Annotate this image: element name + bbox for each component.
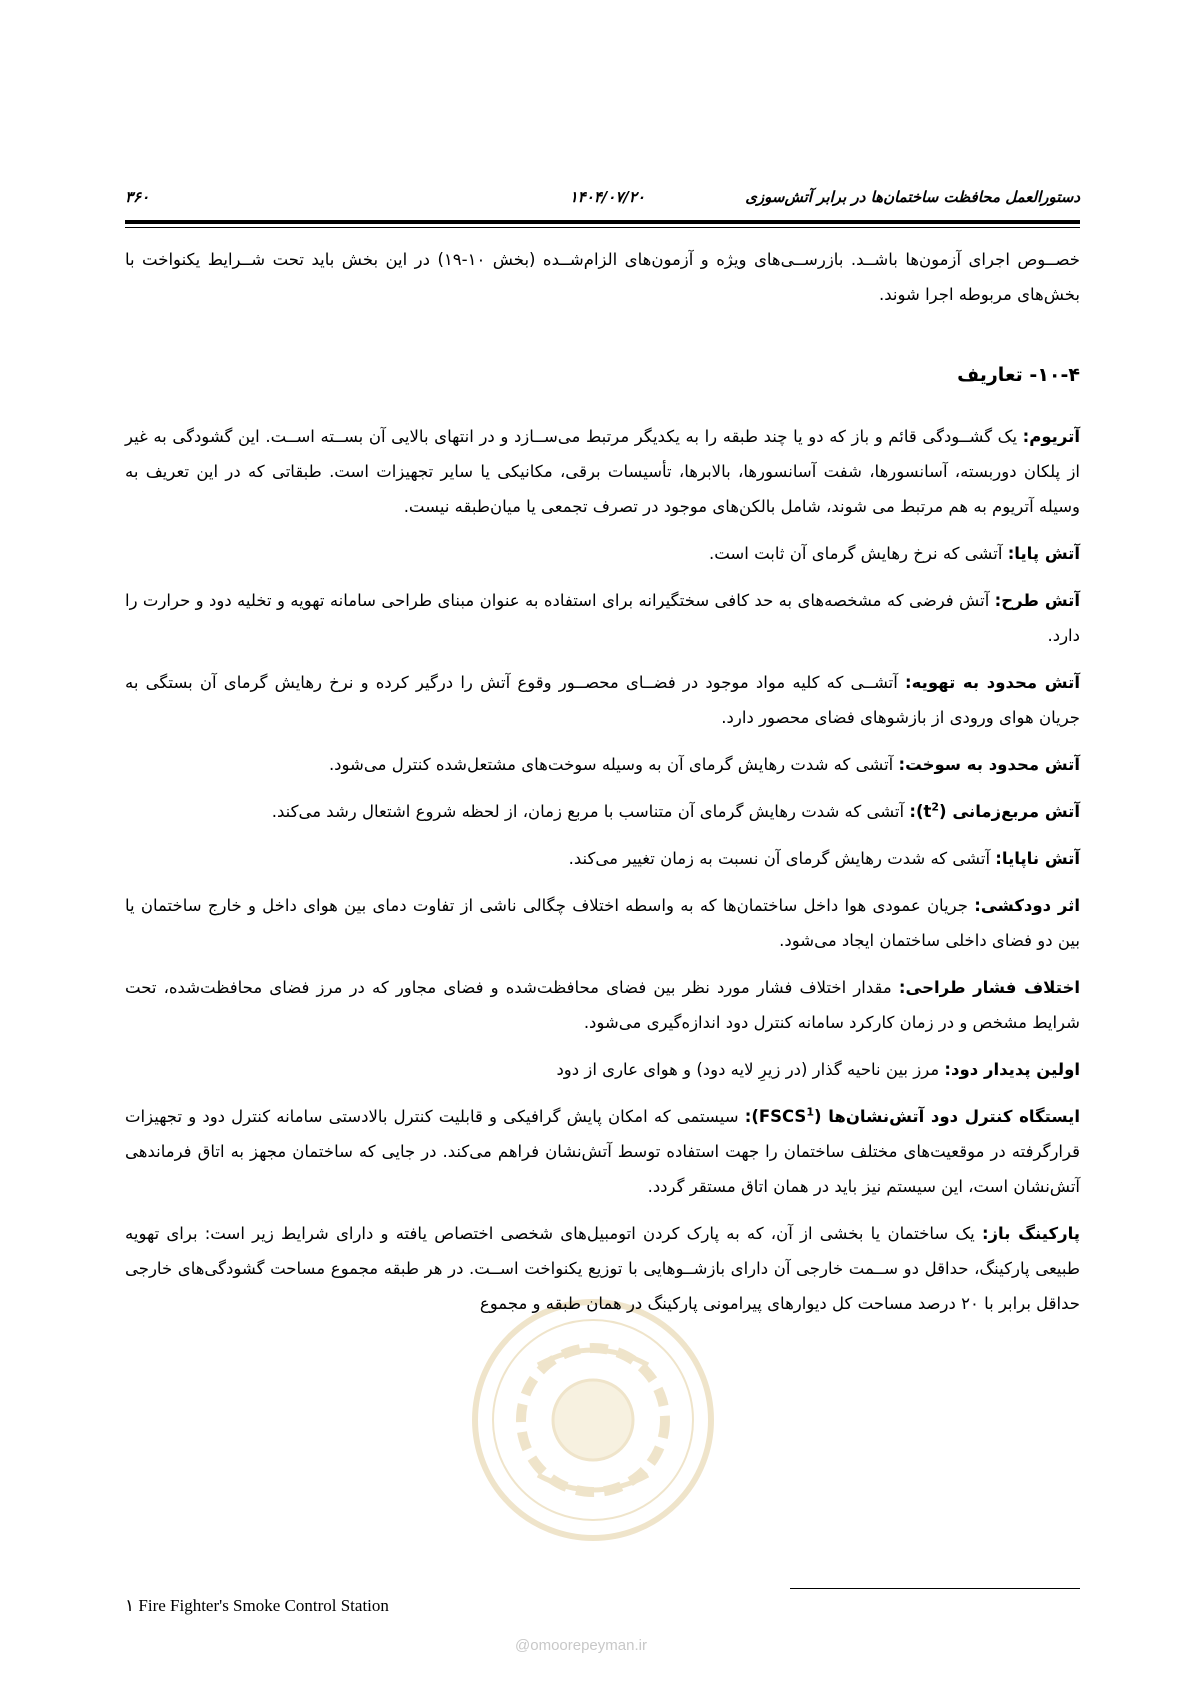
definition-item <box>125 583 1080 653</box>
definition-term-latin <box>924 802 940 821</box>
definition-text: آتشی که شدت رهایش گرمای آن نسبت به زمان تغییر می‌کند. <box>568 849 996 868</box>
footnote-ref[interactable]: 1 <box>806 1105 814 1119</box>
definition-term: پارکینگ باز: <box>981 1224 1080 1243</box>
latin-acronym: FSCS <box>758 1107 807 1126</box>
definition-item <box>125 419 1080 524</box>
footnote-rule <box>790 1588 1080 1589</box>
header-rule-thin <box>125 227 1080 228</box>
watermark-url: @omoorepeyman.ir <box>515 1637 647 1654</box>
definition-term: اثر دودکشی: <box>974 896 1080 915</box>
definition-item <box>125 794 1080 829</box>
definition-item <box>125 536 1080 571</box>
footnote-number: ۱ <box>125 1596 135 1615</box>
definition-text: آتش فرضی که مشخصه‌های به حد کافی سختگیرانه برای استفاده به عنوان مبنای طراحی سامانه تهویه و تخلیه دود و حرارت را دارد. <box>125 591 1080 645</box>
definition-term-suffix: ): <box>744 1107 759 1126</box>
definition-term: آتش طرح: <box>994 591 1080 610</box>
superscript: 2 <box>931 800 940 814</box>
definition-text: آتشی که شدت رهایش گرمای آن به وسیله سوخت‌های مشتعل‌شده کنترل می‌شود. <box>328 755 899 774</box>
definition-text: آتشــی که کلیه مواد موجود در فضــای محصــور وقوع آتش را درگیر کرده و نرخ رهایش گرمای آن بستگی به جریان هوای ورودی از بازشوهای فضای محصور دارد. <box>125 673 1080 727</box>
intro-paragraph: خصــوص اجرای آزمون‌ها باشــد. بازرســی‌های ویژه و آزمون‌های الزام‌شــده (بخش ۱۰-۱۹) در این بخش باید تحت شــرایط یکنواخت با بخش‌های مربوطه اجرا شوند. <box>125 250 1080 304</box>
footnote <box>125 1596 1080 1616</box>
definition-item <box>125 665 1080 735</box>
definition-term-prefix: آتش مربع‌زمانی ( <box>939 802 1080 821</box>
definition-text: آتشی که شدت رهایش گرمای آن متناسب با مربع زمان، از لحظه شروع اشتعال رشد می‌کند. <box>271 802 910 821</box>
header-rule-thick <box>125 220 1080 224</box>
definition-term-prefix: ایستگاه کنترل دود آتش‌نشان‌ها ( <box>813 1107 1081 1126</box>
definition-item <box>125 747 1080 782</box>
definition-text: جریان عمودی هوا داخل ساختمان‌ها که به واسطه اختلاف چگالی ناشی از تفاوت دمای بین هوای داخل و خارج ساختمان یا بین دو فضای داخلی ساختمان ایجاد می‌شود. <box>125 896 1080 950</box>
definition-term-suffix: ): <box>909 802 924 821</box>
section-heading: ۱۰-۴- تعاریف <box>957 364 1080 386</box>
definition-term: اختلاف فشار طراحی: <box>898 978 1080 997</box>
definition-text: مرز بین ناحیه گذار (در زیرِ لایه دود) و هوای عاری از دود <box>556 1060 945 1079</box>
definition-term: اولین پدیدار دود: <box>944 1060 1080 1079</box>
header-date: ۱۴۰۴/۰۷/۲۰ <box>569 188 645 206</box>
header-title: دستورالعمل محافظت ساختمان‌ها در برابر آتش‌سوزی <box>745 188 1080 206</box>
definition-item <box>125 888 1080 958</box>
definition-term <box>909 802 1080 821</box>
page-body <box>125 242 1080 1333</box>
definition-text: مقدار اختلاف فشار مورد نظر بین فضای محافظت‌شده و فضای مجاور که در مرز فضای محافظت‌شده، تحت شرایط مشخص و در زمان کارکرد سامانه کنترل دود اندازه‌گیری می‌شود. <box>125 978 1080 1032</box>
definition-item <box>125 1099 1080 1204</box>
definition-item <box>125 1052 1080 1087</box>
definition-term-latin <box>759 1107 814 1126</box>
definition-text: آتشی که نرخ رهایش گرمای آن ثابت است. <box>708 544 1008 563</box>
latin-symbol: t <box>923 802 932 821</box>
definition-item <box>125 1216 1080 1321</box>
definition-term <box>745 1107 1080 1126</box>
definition-item <box>125 970 1080 1040</box>
definition-text: یک گشــودگی قائم و باز که دو یا چند طبقه را به یکدیگر مرتبط می‌ســازد و در انتهای بالایی آن بســته اســت. این گشودگی به غیر از پلکان دوربسته، آسانسورها، شفت آسانسورها، بالابرها، تأسیسات برقی، مکانیکی یا سایر تجهیزات است. طبقاتی که در این تعریف به وسیله آتریوم به هم مرتبط می شوند، شامل بالکن‌های موجود در تصرف تجمعی یا میان‌طبقه نیست. <box>125 427 1080 516</box>
running-header <box>125 184 1080 214</box>
definition-term: آتش محدود به سوخت: <box>898 755 1080 774</box>
definition-term: آتش محدود به تهویه: <box>905 673 1080 692</box>
definition-item <box>125 841 1080 876</box>
definition-term: آتش ناپایا: <box>995 849 1080 868</box>
page-number: ۳۶۰ <box>125 188 150 206</box>
footnote-text: Fire Fighter's Smoke Control Station <box>138 1596 389 1615</box>
definition-term: آتریوم: <box>1022 427 1080 446</box>
definition-term: آتش پایا: <box>1007 544 1080 563</box>
definition-text: یک ساختمان یا بخشی از آن، که به پارک کردن اتومبیل‌های شخصی اختصاص یافته و دارای شرایط زیر است: برای تهویه طبیعی پارکینگ، حداقل دو ســمت خارجی آن دارای بازشــوهایی با توزیع یکنواخت اســت. در هر طبقه مجموع مساحت گشودگی‌های خارجی حداقل برابر با ۲۰ درصد مساحت کل دیوارهای پیرامونی پارکینگ در همان طبقه و مجموع <box>125 1224 1080 1313</box>
definition-text: سیستمی که امکان پایش گرافیکی و قابلیت کنترل بالادستی سامانه کنترل دود و تجهیزات قرارگرفته در موقعیت‌های مختلف ساختمان را جهت استفاده توسط آتش‌نشان فراهم می‌کند. در جایی که ساختمان مجهز به اتاق فرماندهی آتش‌نشان است، این سیستم نیز باید در همان اتاق مستقر گردد. <box>125 1107 1080 1196</box>
